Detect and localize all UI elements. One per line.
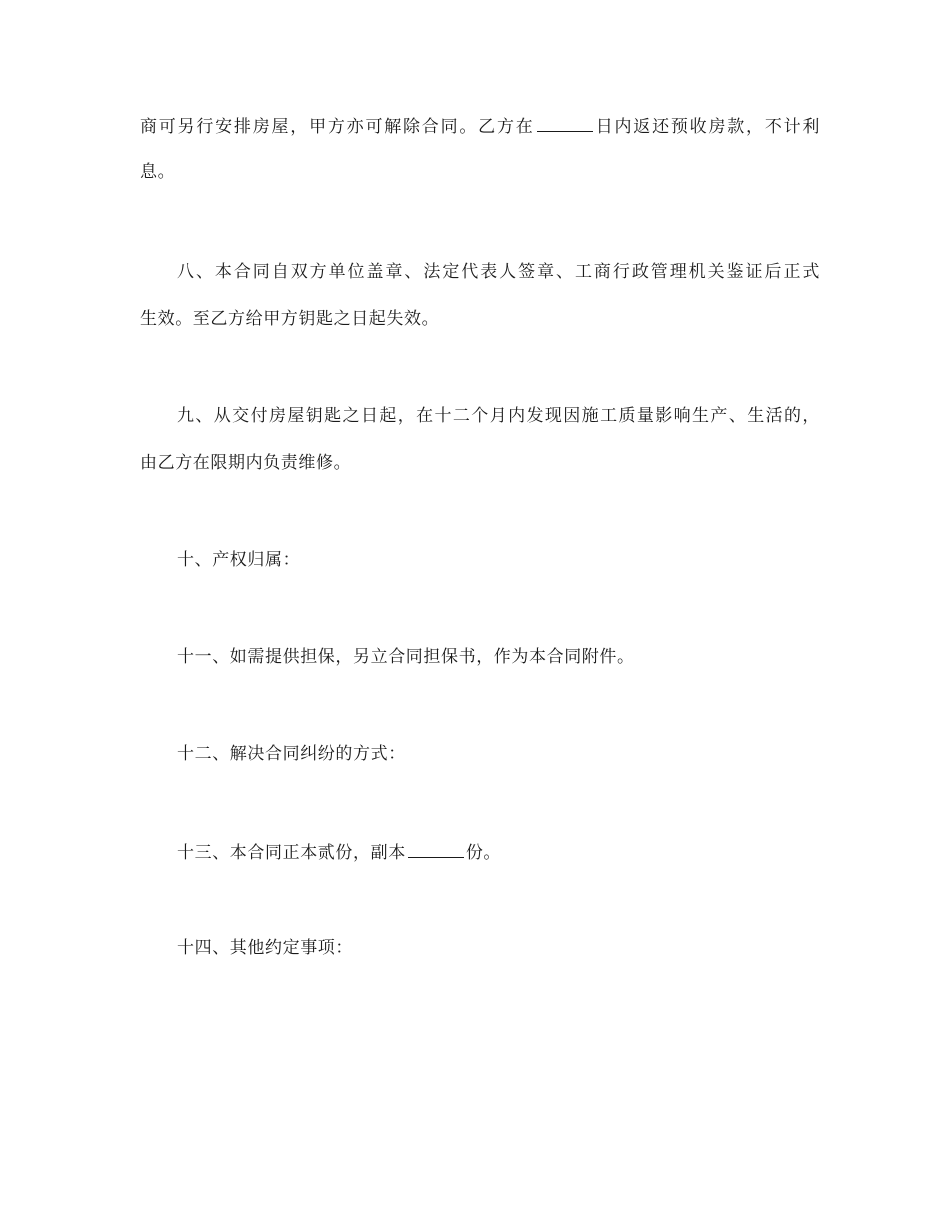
clause-9-line-2: 由乙方在限期内负责维修。 (140, 453, 352, 473)
clause-7-line-2: 息。 (140, 162, 176, 182)
clause-7-line-1 (140, 113, 820, 139)
clause-11: 十一、如需提供担保，另立合同担保书，作为本合同附件。 (177, 647, 635, 667)
clause-7-text-a: 商可另行安排房屋，甲方亦可解除合同。乙方在 (140, 117, 535, 137)
copies-blank (408, 839, 464, 858)
clause-7-text-b: 日内返还预收房款，不计利 (594, 117, 820, 137)
clause-13 (177, 839, 820, 865)
clause-13-text-a: 十三、本合同正本贰份，副本 (177, 843, 406, 863)
clause-9-line-1: 九、从交付房屋钥匙之日起，在十二个月内发现因施工质量影响生产、生活的， (177, 406, 820, 426)
clause-14: 十四、其他约定事项： (177, 938, 353, 958)
days-blank (537, 113, 593, 132)
clause-13-text-b: 份。 (465, 843, 502, 863)
clause-12: 十二、解决合同纠纷的方式： (177, 744, 406, 764)
clause-10: 十、产权归属： (177, 550, 301, 570)
clause-8-line-1: 八、本合同自双方单位盖章、法定代表人签章、工商行政管理机关鉴证后正式 (177, 262, 820, 282)
clause-8-line-2: 生效。至乙方给甲方钥匙之日起失效。 (140, 309, 440, 329)
